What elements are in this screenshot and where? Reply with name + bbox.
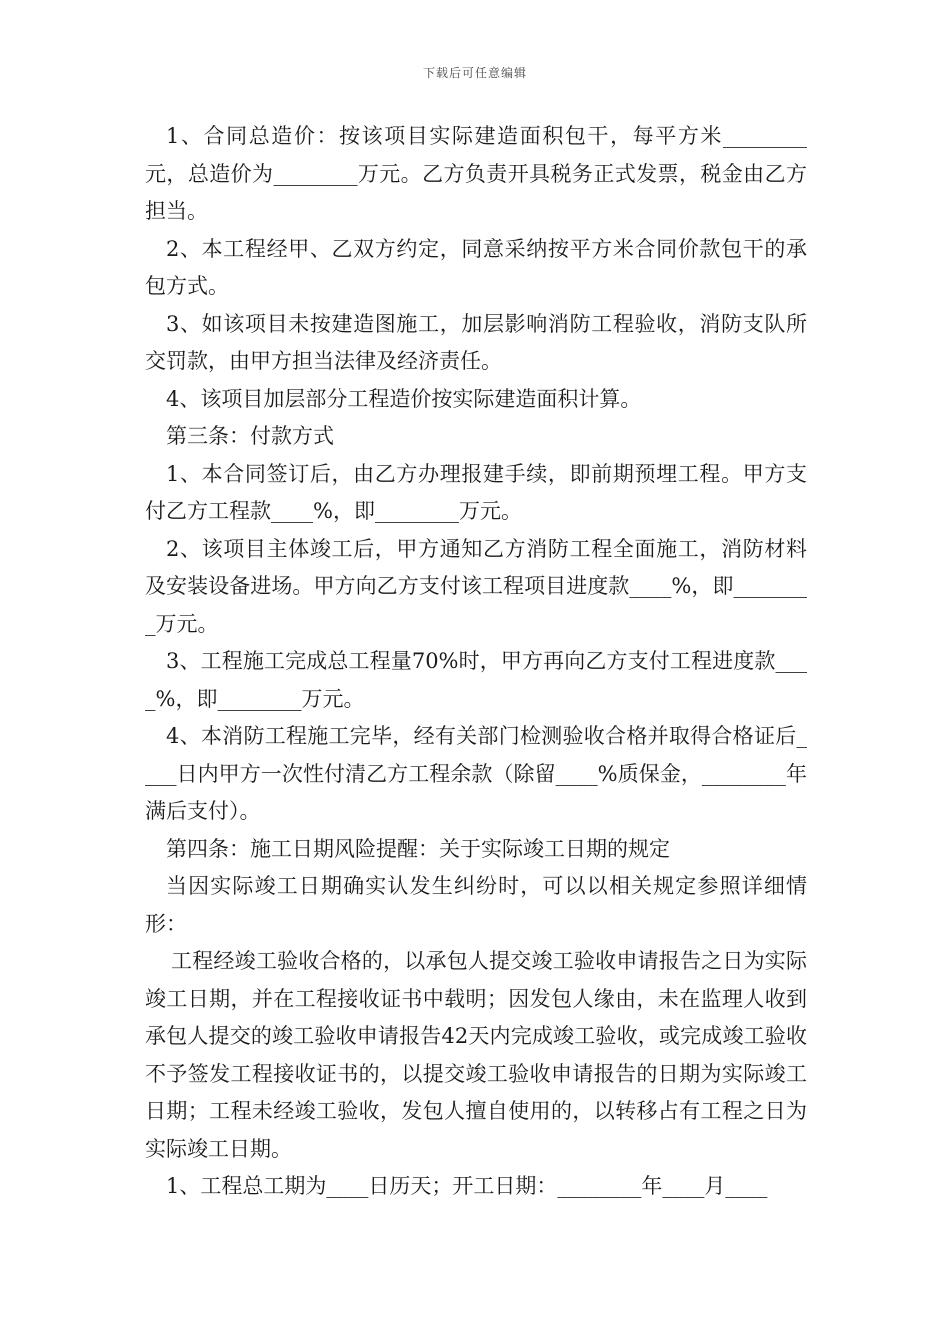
- paragraph-contract-price: 1、合同总造价：按该项目实际建造面积包干，每平方米________元，总造价为________万元。乙方负责开具税务正式发票，税金由乙方担当。: [145, 124, 807, 223]
- paragraph-duration: 1、工程总工期为____日历天；开工日期：________年____月____: [166, 1174, 768, 1198]
- paragraph-dispute: 当因实际竣工日期确实认发生纠纷时，可以以相关规定参照详细情形：: [145, 874, 807, 936]
- paragraph-additional-floor: 4、该项目加层部分工程造价按实际建造面积计算。: [166, 386, 642, 411]
- section-heading-payment: 第三条：付款方式: [166, 424, 334, 448]
- section-heading-schedule: 第四条：施工日期风险提醒：关于实际竣工日期的规定: [166, 836, 670, 861]
- paragraph-penalty: 3、如该项目未按建造图施工，加层影响消防工程验收，消防支队所交罚款，由甲方担当法律及经济责任。: [145, 311, 807, 373]
- paragraph-completion-rules: 工程经竣工验收合格的，以承包人提交竣工验收申请报告之日为实际竣工日期，并在工程接收证书中载明；因发包人缘由，未在监理人收到承包人提交的竣工验收申请报告42天内完成竣工验收，或完成竣工验收不予签发工程接收证书的，以提交竣工验收申请报告的日期为实际竣工日期；工程未经竣工验收，发包人擅自使用的，以转移占有工程之日为实际竣工日期。: [145, 949, 807, 1161]
- paragraph-payment-4: 4、本消防工程施工完毕，经有关部门检测验收合格并取得合格证后____日内甲方一次性付清乙方工程余款（除留____%质保金，________年满后支付）。: [145, 724, 807, 823]
- paragraph-payment-2: 2、该项目主体竣工后，甲方通知乙方消防工程全面施工，消防材料及安装设备进场。甲方向乙方支付该工程项目进度款____%，即________万元。: [145, 536, 807, 636]
- document-body: [145, 118, 807, 1206]
- paragraph-contract-method: 2、本工程经甲、乙双方约定，同意采纳按平方米合同价款包干的承包方式。: [145, 236, 807, 298]
- paragraph-payment-1: 1、本合同签订后，由乙方办理报建手续，即前期预埋工程。甲方支付乙方工程款____%，即________万元。: [145, 461, 807, 523]
- page-header: 下载后可任意编辑: [422, 66, 527, 80]
- paragraph-payment-3: 3、工程施工完成总工程量70%时，甲方再向乙方支付工程进度款____%，即________万元。: [145, 649, 807, 711]
